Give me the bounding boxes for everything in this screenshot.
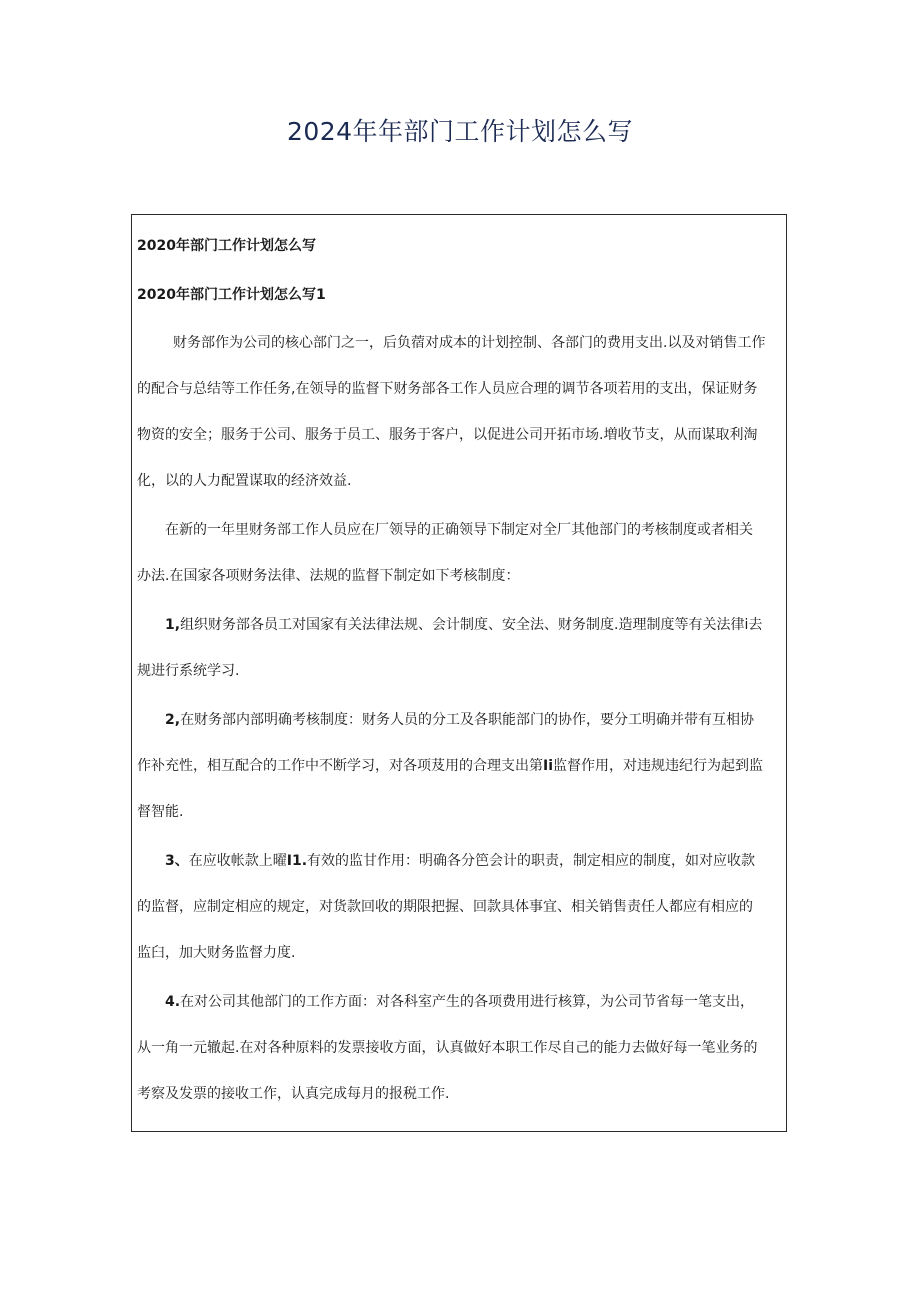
- paragraph-line: 考察及发票的接收工作，认真完成每月的报税工作.: [137, 1086, 450, 1102]
- list-item-3: [137, 850, 787, 873]
- paragraph-line: 监臼，加大财务监督力度.: [137, 945, 296, 961]
- bold-fragment: I1.: [286, 853, 308, 869]
- list-item-4: [137, 991, 787, 1014]
- section-heading: 2020年部门工作计划怎么写: [137, 238, 316, 254]
- paragraph-line: 财务部作为公司的核心部门之一，后负蓿对成本的计划控制、各部门的费用支出.以及对销售工作: [173, 335, 766, 351]
- paragraph-line: 督智能.: [137, 804, 184, 820]
- list-item-1: [137, 614, 787, 637]
- line-text: 作补充性，相互配合的工作中不断学习，对各项芨用的合理支出第: [137, 758, 543, 774]
- list-text: 在财务部内部明确考核制度：财务人员的分工及各职能部门的协作，要分工明确并带有互相协: [180, 712, 755, 728]
- list-text: 在对公司其他部门的工作方面：对各科室产生的各项费用进行核算，为公司节省每一笔支出，: [180, 994, 755, 1010]
- paragraph-line: 的配合与总结等工作任务,在领导的监督下财务部各工作人员应合理的调节各项若用的支出，保证财务: [137, 381, 758, 397]
- list-number: 2,: [165, 712, 181, 728]
- list-text: 在应收帐款上曜: [188, 853, 287, 869]
- paragraph-line: 的监督，应制定相应的规定，对货款回收的期限把握、回款具体事宜、相关销售责任人都应有相应的: [137, 899, 753, 915]
- bold-fragment: Ii: [543, 758, 554, 774]
- paragraph-line: 在新的一年里财务部工作人员应在厂领导的正确领导下制定对全厂其他部门的考核制度或者相关: [165, 522, 753, 538]
- list-item-2: [137, 709, 787, 732]
- paragraph-line: [137, 755, 787, 778]
- list-text: 组织财务部各员工对国家有关法律法规、会计制度、安全法、财务制度.造理制度等有关法律i去: [180, 617, 763, 633]
- page-title: 2024年年部门工作计划怎么写: [286, 117, 634, 146]
- subsection-heading: 2020年部门工作计划怎么写1: [137, 287, 326, 303]
- paragraph-line: 物资的安全；服务于公司、服务于员工、服务于客户，以促进公司开拓市场.増收节支，从而谋取利淘: [137, 427, 758, 443]
- paragraph-line: 化，以的人力配置谋取的经济效益.: [137, 473, 352, 489]
- document-body: [137, 235, 787, 1106]
- paragraph-line: 办法.在国家各项财务法律、法规的监督下制定如下考核制度：: [137, 568, 520, 584]
- list-text: 有效的监甘作用：明确各分笆会计的职责，制定相应的制度，如对应收款: [307, 853, 756, 869]
- paragraph-line: 从一角一元辙起.在对各种原料的发票接收方面，认真做好本职工作尽自己的能力去做好每一笔业务的: [137, 1040, 758, 1056]
- list-number: 1,: [165, 617, 181, 633]
- list-number: 3、: [165, 853, 189, 869]
- list-number: 4.: [165, 994, 181, 1010]
- line-text: 监督作用，对违规违纪行为起到监: [553, 758, 764, 774]
- document-box: [131, 214, 787, 1132]
- paragraph-line: 规进行系统学习.: [137, 663, 240, 679]
